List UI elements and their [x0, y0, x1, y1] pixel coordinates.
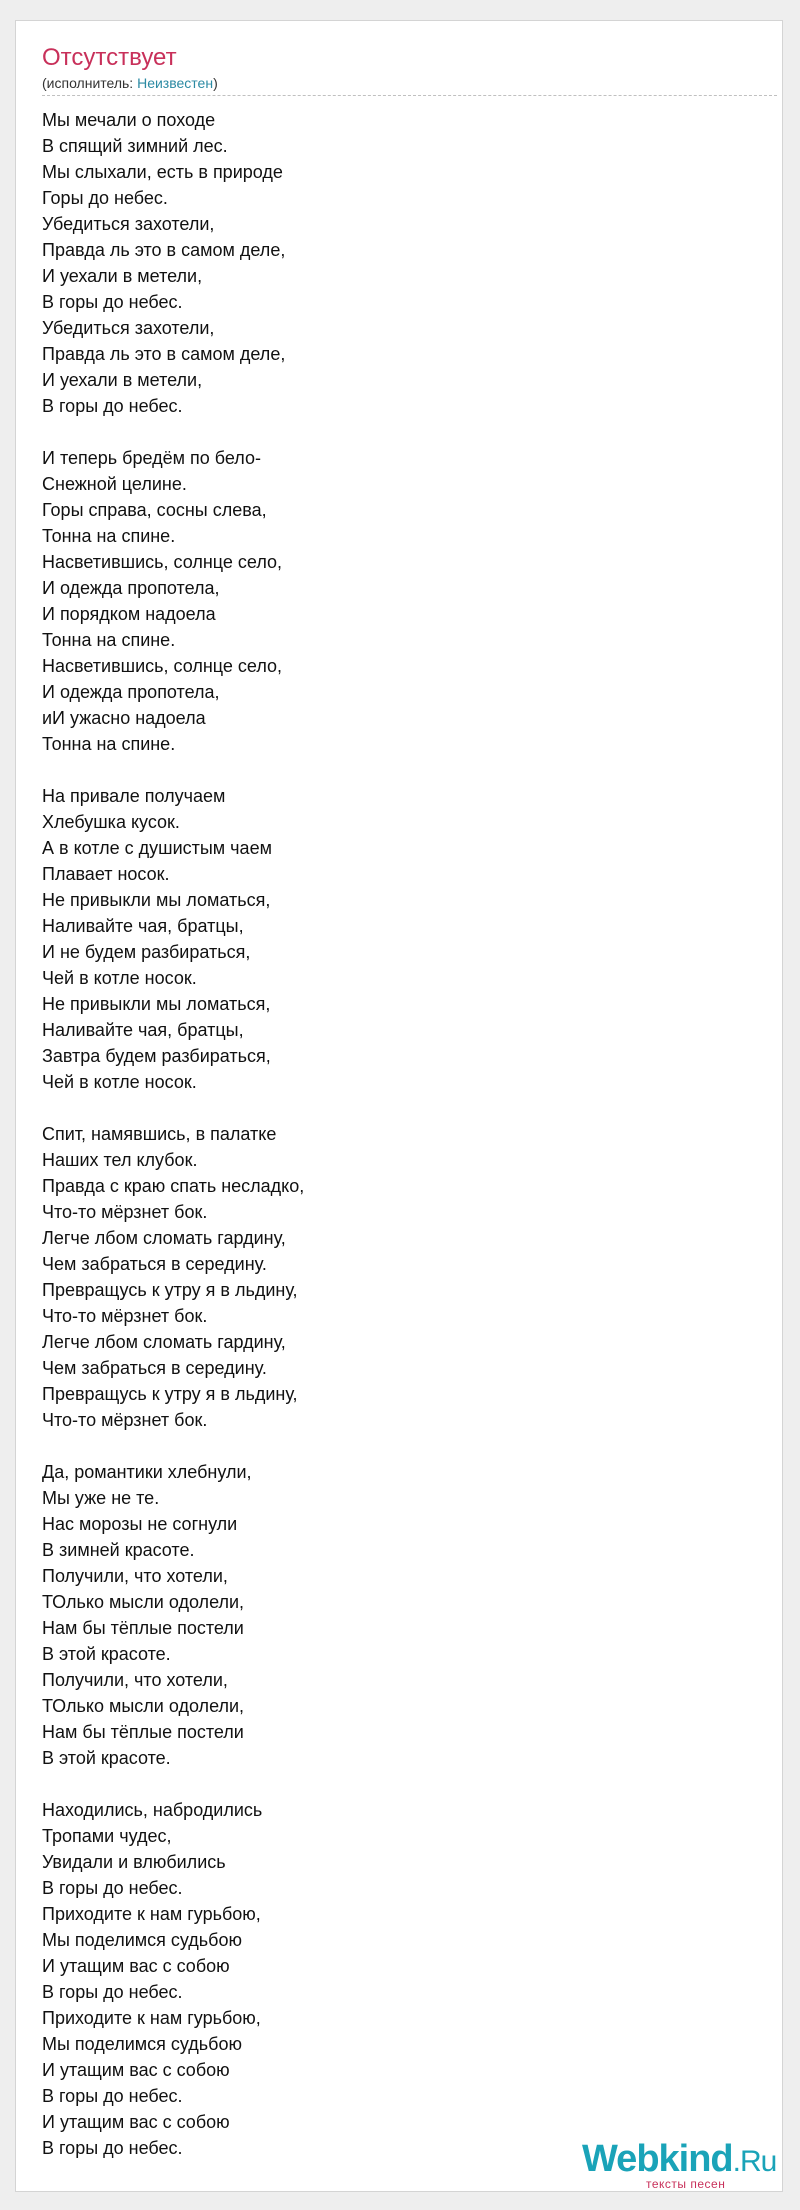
logo-tld: .Ru	[732, 2145, 777, 2178]
lyrics-line: Мы слыхали, есть в природе	[42, 162, 283, 182]
lyrics-line: А в котле с душистым чаем	[42, 838, 272, 858]
lyrics-line: Снежной целине.	[42, 474, 187, 494]
lyrics-line: И уехали в метели,	[42, 266, 203, 286]
lyrics-line: Что-то мёрзнет бок.	[42, 1410, 208, 1430]
lyrics-line: В этой красоте.	[42, 1748, 171, 1768]
performer-suffix: )	[213, 75, 218, 91]
lyrics-line: Насветившись, солнце село,	[42, 552, 283, 572]
lyrics-stanza	[42, 783, 762, 1095]
lyrics-line: Да, романтики хлебнули,	[42, 1462, 252, 1482]
lyrics-line: Мы поделимся судьбою	[42, 1930, 242, 1950]
lyrics-line: Правда с краю спать несладко,	[42, 1176, 305, 1196]
song-title: Отсутствует	[42, 44, 177, 71]
lyrics-line: Чей в котле носок.	[42, 968, 197, 988]
performer-prefix: (исполнитель:	[42, 75, 138, 91]
lyrics-line: Нам бы тёплые постели	[42, 1618, 244, 1638]
lyrics-line: И не будем разбираться,	[42, 942, 251, 962]
lyrics-line: Наших тел клубок.	[42, 1150, 198, 1170]
lyrics-line: И порядком надоела	[42, 604, 216, 624]
lyrics-line: В горы до небес.	[42, 396, 183, 416]
performer-link[interactable]: Неизвестен	[137, 75, 214, 91]
lyrics-line: Легче лбом сломать гардину,	[42, 1228, 286, 1248]
lyrics-line: ТОлько мысли одолели,	[42, 1696, 245, 1716]
lyrics-stanza	[42, 445, 762, 757]
lyrics-line: Легче лбом сломать гардину,	[42, 1332, 286, 1352]
lyrics-body	[42, 107, 762, 2187]
logo-name: Webkind	[582, 2138, 733, 2180]
lyrics-line: В горы до небес.	[42, 2138, 183, 2158]
lyrics-line: Превращусь к утру я в льдину,	[42, 1384, 298, 1404]
lyrics-line: И теперь бредём по бело-	[42, 448, 261, 468]
lyrics-line: Насветившись, солнце село,	[42, 656, 283, 676]
lyrics-line: В спящий зимний лес.	[42, 136, 228, 156]
title-divider	[42, 95, 777, 96]
lyrics-line: Получили, что хотели,	[42, 1670, 228, 1690]
lyrics-line: ТОлько мысли одолели,	[42, 1592, 245, 1612]
lyrics-card	[15, 20, 783, 2192]
lyrics-line: иИ ужасно надоела	[42, 708, 206, 728]
lyrics-line: Превращусь к утру я в льдину,	[42, 1280, 298, 1300]
lyrics-line: Нам бы тёплые постели	[42, 1722, 244, 1742]
lyrics-line: Нас морозы не согнули	[42, 1514, 238, 1534]
lyrics-line: Не привыкли мы ломаться,	[42, 994, 271, 1014]
lyrics-line: Наливайте чая, братцы,	[42, 1020, 244, 1040]
lyrics-line: Спит, намявшись, в палатке	[42, 1124, 277, 1144]
lyrics-line: Правда ль это в самом деле,	[42, 344, 286, 364]
lyrics-line: Чей в котле носок.	[42, 1072, 197, 1092]
lyrics-line: И уехали в метели,	[42, 370, 203, 390]
site-logo[interactable]	[582, 2137, 782, 2193]
lyrics-line: Плавает носок.	[42, 864, 170, 884]
lyrics-line: Тонна на спине.	[42, 630, 176, 650]
lyrics-line: Убедиться захотели,	[42, 318, 215, 338]
lyrics-line: В горы до небес.	[42, 1878, 183, 1898]
lyrics-stanza	[42, 1797, 762, 2161]
lyrics-line: И одежда пропотела,	[42, 682, 220, 702]
lyrics-line: В горы до небес.	[42, 2086, 183, 2106]
lyrics-line: Мы поделимся судьбою	[42, 2034, 242, 2054]
lyrics-line: В зимней красоте.	[42, 1540, 195, 1560]
lyrics-line: Наливайте чая, братцы,	[42, 916, 244, 936]
lyrics-line: Получили, что хотели,	[42, 1566, 228, 1586]
lyrics-line: На привале получаем	[42, 786, 226, 806]
lyrics-line: В этой красоте.	[42, 1644, 171, 1664]
lyrics-line: Не привыкли мы ломаться,	[42, 890, 271, 910]
lyrics-line: Мы мечали о походе	[42, 110, 216, 130]
lyrics-line: Правда ль это в самом деле,	[42, 240, 286, 260]
lyrics-stanza	[42, 107, 762, 419]
lyrics-line: Тропами чудес,	[42, 1826, 172, 1846]
lyrics-stanza	[42, 1459, 762, 1771]
lyrics-line: Мы уже не те.	[42, 1488, 160, 1508]
lyrics-line: Увидали и влюбились	[42, 1852, 226, 1872]
lyrics-line: Убедиться захотели,	[42, 214, 215, 234]
lyrics-line: В горы до небес.	[42, 1982, 183, 2002]
lyrics-line: И утащим вас с собою	[42, 2060, 230, 2080]
lyrics-line: Что-то мёрзнет бок.	[42, 1202, 208, 1222]
logo-tagline: тексты песен	[646, 2177, 726, 2191]
lyrics-line: Находились, набродились	[42, 1800, 263, 1820]
lyrics-line: В горы до небес.	[42, 292, 183, 312]
lyrics-line: Завтра будем разбираться,	[42, 1046, 271, 1066]
lyrics-line: И утащим вас с собою	[42, 2112, 230, 2132]
lyrics-line: Приходите к нам гурьбою,	[42, 1904, 261, 1924]
lyrics-line: Тонна на спине.	[42, 734, 176, 754]
lyrics-line: И одежда пропотела,	[42, 578, 220, 598]
lyrics-line: Тонна на спине.	[42, 526, 176, 546]
lyrics-line: Горы до небес.	[42, 188, 168, 208]
lyrics-stanza	[42, 1121, 762, 1433]
lyrics-line: Горы справа, сосны слева,	[42, 500, 267, 520]
performer-line	[42, 73, 218, 93]
lyrics-line: Чем забраться в середину.	[42, 1358, 267, 1378]
lyrics-line: Хлебушка кусок.	[42, 812, 180, 832]
lyrics-line: И утащим вас с собою	[42, 1956, 230, 1976]
lyrics-line: Приходите к нам гурьбою,	[42, 2008, 261, 2028]
lyrics-line: Что-то мёрзнет бок.	[42, 1306, 208, 1326]
lyrics-line: Чем забраться в середину.	[42, 1254, 267, 1274]
